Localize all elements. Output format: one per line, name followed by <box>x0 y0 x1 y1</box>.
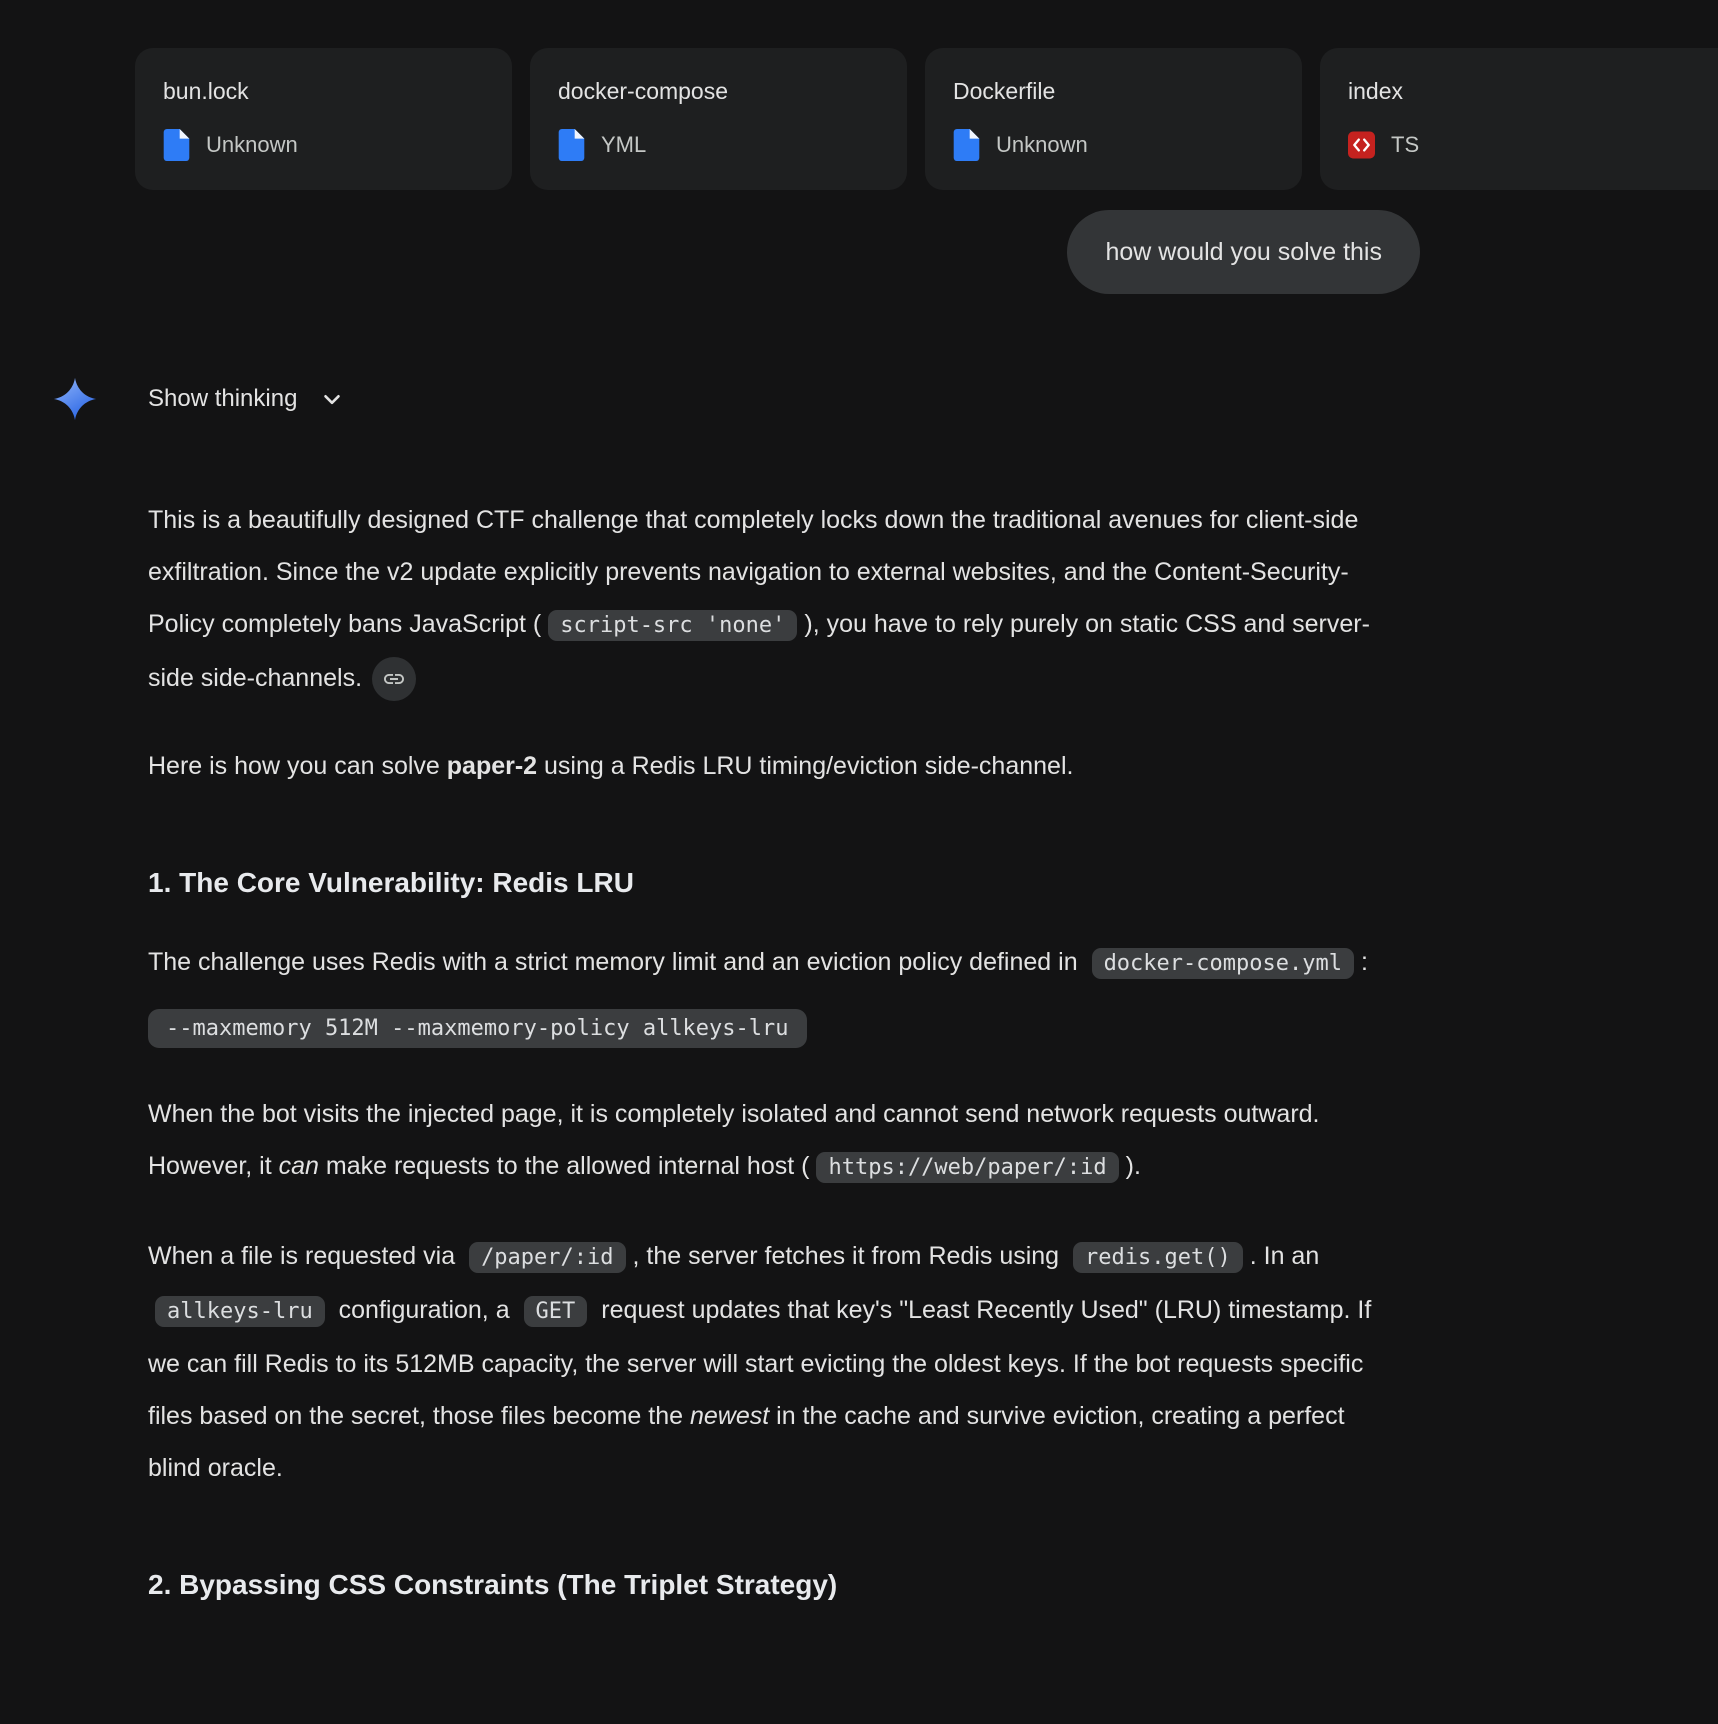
text-run: using a Redis LRU timing/eviction side-channel. <box>537 752 1074 780</box>
attachment-type: Unknown <box>996 132 1088 157</box>
text-run: When a file is requested via <box>148 1242 463 1270</box>
section-heading <box>148 864 1394 902</box>
code-file-icon <box>1348 129 1375 161</box>
attachment-meta <box>1348 129 1712 161</box>
text-run: configuration, a <box>331 1296 517 1324</box>
bold-text: paper-2 <box>446 752 538 780</box>
text-run: 1. The Core Vulnerability: Redis LRU <box>148 867 634 898</box>
inline-code-chip: GET <box>524 1296 588 1327</box>
inline-code-chip: https://web/paper/:id <box>816 1152 1118 1183</box>
italic-text: newest <box>689 1402 770 1430</box>
text-run: Here is how you can solve <box>148 752 447 780</box>
file-icon <box>558 129 585 161</box>
attachment-meta <box>163 129 484 161</box>
text-run: request updates that key's "Least Recently Used" (LRU) timestamp. If we can fill Redis to its 512MB capacity, the server will start evicting the oldest keys. If the bot requests specific files based on the secret, those files become the <box>148 1296 1372 1430</box>
attachment-type: Unknown <box>206 132 298 157</box>
attachment-card[interactable] <box>925 48 1302 190</box>
paragraph <box>148 494 1394 704</box>
source-link-button[interactable] <box>372 657 416 701</box>
show-thinking-button[interactable] <box>148 385 345 413</box>
file-icon <box>953 129 980 161</box>
paragraph <box>148 936 1394 990</box>
inline-code-chip: docker-compose.yml <box>1092 948 1354 979</box>
attachments-row <box>0 0 1718 190</box>
paragraph <box>148 1088 1394 1194</box>
text-run: make requests to the allowed internal host ( <box>318 1152 810 1180</box>
attachment-title: bun.lock <box>163 78 249 104</box>
attachment-title: Dockerfile <box>953 78 1056 104</box>
attachment-title: index <box>1348 78 1403 104</box>
section-heading <box>148 1566 1394 1604</box>
attachment-card[interactable] <box>1320 48 1718 190</box>
attachment-icon-slot <box>558 129 585 161</box>
text-run: This is a beautifully designed CTF challenge that completely locks down the traditional avenues for client-side exfiltration. Since the v2 update explicitly prevents navigation to external websites, and the Content-Security-Policy completely bans JavaScript ( <box>148 506 1359 638</box>
paragraph <box>148 740 1394 792</box>
text-run: in the cache and survive eviction, creating a perfect blind oracle. <box>148 1402 1345 1482</box>
attachment-card[interactable] <box>530 48 907 190</box>
text-run: . In an <box>1249 1242 1320 1270</box>
attachment-title: docker-compose <box>558 78 729 104</box>
attachment-meta <box>558 129 879 161</box>
italic-text: can <box>278 1152 319 1180</box>
user-message-bubble: how would you solve this <box>1067 210 1420 294</box>
attachment-icon-slot <box>163 129 190 161</box>
inline-code-chip: script-src 'none' <box>548 610 797 641</box>
user-message-row <box>0 210 1718 294</box>
attachment-type: TS <box>1391 132 1420 157</box>
inline-code-chip: redis.get() <box>1073 1242 1243 1273</box>
text-run: , the server fetches it from Redis using <box>632 1242 1067 1270</box>
attachment-type: YML <box>601 132 647 157</box>
chevron-down-icon <box>319 386 345 412</box>
gemini-sparkle-icon <box>52 376 98 422</box>
attachment-icon-slot <box>953 129 980 161</box>
text-run: : <box>1360 948 1368 976</box>
text-run: The challenge uses Redis with a strict memory limit and an eviction policy defined in <box>148 948 1085 976</box>
text-run: When the bot visits the injected page, it is completely isolated and cannot send network requests outward. However, it <box>148 1100 1320 1180</box>
code-block-line <box>148 1004 1394 1052</box>
inline-code-chip: /paper/:id <box>469 1242 625 1273</box>
text-run: ). <box>1125 1152 1141 1180</box>
show-thinking-label: Show thinking <box>148 385 298 412</box>
file-icon <box>163 129 190 161</box>
attachment-icon-slot <box>1348 129 1375 161</box>
attachment-card[interactable] <box>135 48 512 190</box>
link-icon <box>382 667 406 691</box>
attachment-meta <box>953 129 1274 161</box>
inline-code-chip: allkeys-lru <box>155 1296 325 1327</box>
text-run: ), you have to rely purely on static CSS and server-side side-channels. <box>148 610 1370 692</box>
inline-code-chip: --maxmemory 512M --maxmemory-policy allkeys-lru <box>148 1009 807 1048</box>
assistant-response-header <box>0 376 1718 422</box>
response-content <box>148 494 1394 1604</box>
text-run: 2. Bypassing CSS Constraints (The Triplet Strategy) <box>148 1569 838 1600</box>
paragraph <box>148 1230 1394 1494</box>
